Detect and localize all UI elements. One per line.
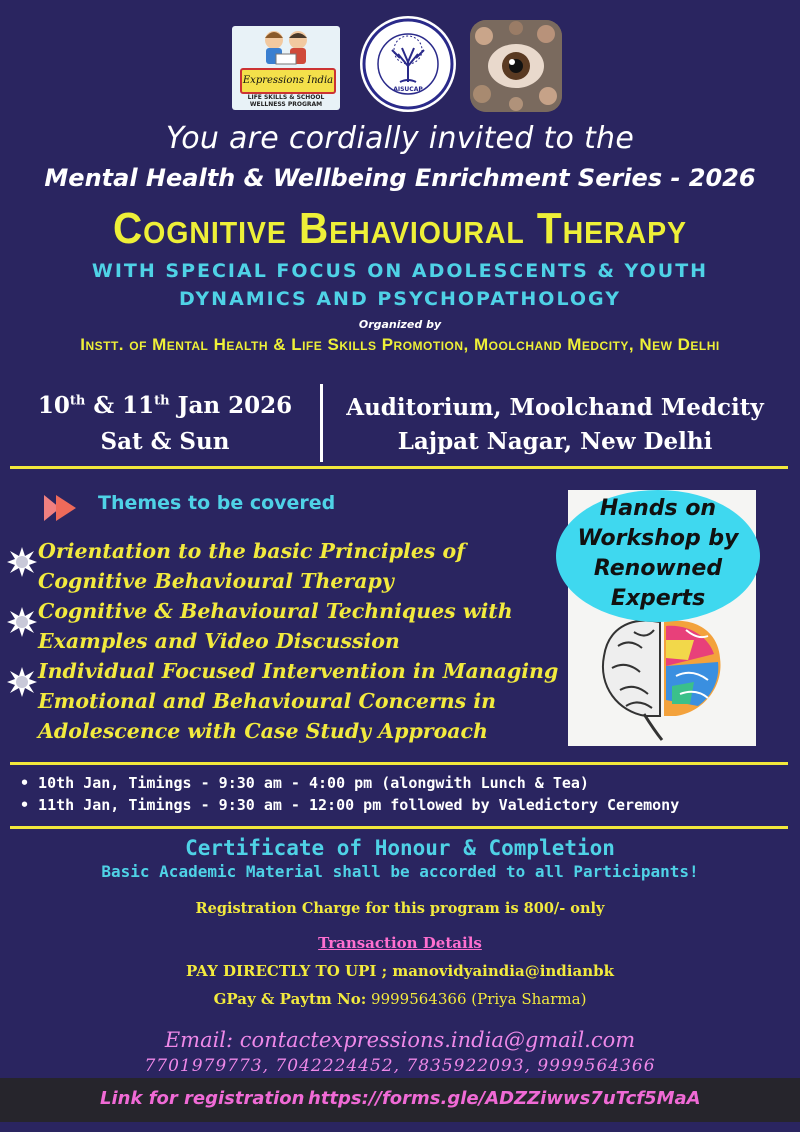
date-venue-divider [320, 384, 323, 462]
theme-item-2 [38, 596, 513, 656]
program-title: Cognitive Behavioural Therapy [113, 204, 687, 253]
venue-line-1: Auditorium, Moolchand Medcity [346, 394, 764, 421]
eye-icon [470, 20, 562, 112]
date-suffix-1: th [69, 393, 86, 409]
children-reading-icon [232, 26, 340, 70]
date-month-year: Jan 2026 [169, 392, 293, 419]
starburst-bullet-icon [6, 606, 38, 642]
theme-item-1 [38, 536, 465, 596]
date-ampersand: & [85, 392, 123, 419]
organizing-institute: Instt. of Mental Health & Life Skills Promotion, Moolchand Medcity, New Delhi [80, 335, 720, 354]
invite-line: You are cordially invited to the [165, 121, 635, 156]
event-dates [30, 392, 300, 419]
registration-link[interactable]: https://forms.gle/ADZZiwws7uTcf5MaA [308, 1088, 701, 1109]
date-day-1: 10 [37, 392, 70, 419]
eye-photo-logo [470, 20, 562, 112]
starburst-bullet-icon [6, 666, 38, 702]
series-title: Mental Health & Wellbeing Enrichment Series - 2026 [44, 164, 756, 192]
workshop-line-2: Workshop by [577, 526, 739, 551]
workshop-text [556, 494, 760, 614]
theme-item-3-line-2: Emotional and Behavioural Concerns in [38, 689, 497, 713]
gpay-value: 9999564366 (Priya Sharma) [366, 990, 587, 1008]
contact-phones: 7701979773, 7042224452, 7835922093, 9999564366 [144, 1056, 656, 1076]
registration-charge: Registration Charge for this program is 800/- only [195, 900, 605, 917]
certificate-title: Certificate of Honour & Completion [185, 836, 615, 860]
theme-item-3 [38, 656, 558, 746]
expressions-india-banner: Expressions India [240, 68, 336, 94]
event-days: Sat & Sun [100, 428, 230, 455]
starburst-bullet-icon [6, 546, 38, 582]
contact-email[interactable]: Email: contactexpressions.india@gmail.com [164, 1028, 636, 1052]
theme-item-1-line-2: Cognitive Behavioural Therapy [38, 569, 394, 593]
organized-by-label: Organized by [358, 318, 442, 331]
divider-bottom [10, 826, 788, 829]
theme-item-3-line-1: Individual Focused Intervention in Managing [38, 659, 559, 683]
double-arrow-icon [42, 491, 82, 529]
workshop-line-1: Hands on [599, 496, 717, 521]
focus-line-1: WITH SPECIAL FOCUS ON ADOLESCENTS & YOUTH [91, 260, 709, 282]
gpay-label: GPay & Paytm No: [213, 990, 367, 1008]
workshop-line-3: Renowned [593, 556, 723, 581]
themes-heading: Themes to be covered [98, 492, 336, 514]
venue-line-2: Lajpat Nagar, New Delhi [397, 428, 713, 455]
registration-link-label: Link for registration [100, 1088, 305, 1109]
gpay-details [0, 990, 800, 1008]
divider-middle [10, 762, 788, 765]
certificate-subtitle: Basic Academic Material shall be accorded to all Participants! [101, 862, 699, 881]
timing-day-2: • 11th Jan, Timings - 9:30 am - 12:00 pm followed by Valedictory Ceremony [20, 796, 680, 814]
divider-top [10, 466, 788, 469]
timing-day-1: • 10th Jan, Timings - 9:30 am - 4:00 pm (alongwith Lunch & Tea) [20, 774, 589, 792]
aisucap-logo [360, 16, 456, 112]
theme-item-2-line-2: Examples and Video Discussion [38, 629, 400, 653]
date-day-2: 11 [122, 392, 155, 419]
focus-line-2: DYNAMICS AND PSYCHOPATHOLOGY [179, 288, 621, 310]
expressions-india-tagline: LIFE SKILLS & SCHOOL WELLNESS PROGRAM [247, 94, 325, 108]
theme-item-2-line-1: Cognitive & Behavioural Techniques with [38, 599, 513, 623]
aisucap-caption: AISUCAP [393, 86, 423, 93]
upi-details: PAY DIRECTLY TO UPI ; manovidyaindia@indianbk [185, 962, 614, 980]
transaction-heading: Transaction Details [318, 934, 482, 952]
theme-item-3-line-3: Adolescence with Case Study Approach [38, 719, 488, 743]
workshop-line-4: Experts [610, 586, 706, 611]
date-suffix-2: th [154, 393, 170, 409]
expressions-india-logo [232, 26, 340, 110]
theme-item-1-line-1: Orientation to the basic Principles of [38, 539, 466, 563]
